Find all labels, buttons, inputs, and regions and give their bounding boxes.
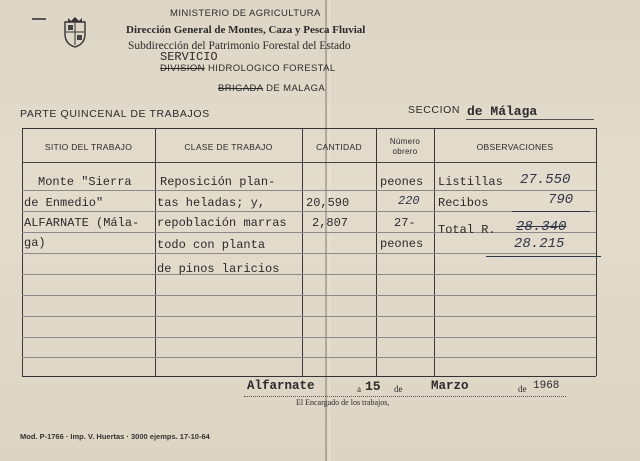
- work-line: todo con planta: [157, 238, 266, 252]
- date-underline: [244, 395, 566, 397]
- quantity-value: 20,590: [306, 196, 350, 210]
- workers-line: 27-: [394, 216, 416, 230]
- row-rule: [22, 211, 596, 212]
- brigade-struck: BRIGADA: [218, 83, 264, 94]
- print-reference: Mod. P-1766 · Imp. V. Huertas · 3000 ejemps. 17-10-64: [20, 432, 210, 441]
- division-rest: HIDROLOGICO FORESTAL: [207, 63, 336, 74]
- row-rule: [22, 274, 596, 275]
- tab-mark: [32, 18, 46, 20]
- col-divider-1: [155, 128, 156, 376]
- row-rule: [22, 357, 596, 358]
- footer-a: a: [357, 384, 361, 394]
- directorate-title: Dirección General de Montes, Caza y Pesca Fluvial: [126, 24, 366, 36]
- col-header-site: SITIO DEL TRABAJO: [44, 142, 133, 152]
- footer-de1: de: [394, 384, 403, 394]
- total-value: 28.215: [514, 236, 565, 252]
- recibos-value: 790: [548, 192, 574, 208]
- footer-place: Alfarnate: [247, 379, 315, 393]
- work-line: tas heladas; y,: [157, 196, 266, 210]
- division-struck: DIVISION: [160, 63, 205, 74]
- service-typed: SERVICIO: [160, 50, 218, 64]
- col-divider-4: [434, 128, 435, 376]
- table-header-border: [22, 162, 596, 163]
- footer-day: 15: [365, 379, 381, 394]
- ministry-title: MINISTERIO DE AGRICULTURA: [170, 8, 321, 19]
- work-line: repoblación marras: [157, 216, 287, 230]
- footer-year: 1968: [533, 380, 560, 392]
- subdirectorate-title: Subdirección del Patrimonio Forestal del Estado: [128, 40, 351, 52]
- signature-caption: El Encargado de los trabajos,: [296, 398, 390, 407]
- work-line: de pinos laricios: [157, 262, 280, 276]
- col-divider-0: [22, 128, 23, 376]
- site-line: ALFARNATE (Mála-: [24, 216, 140, 230]
- col-divider-3: [376, 128, 377, 376]
- recibos-label: Recibos: [438, 196, 489, 210]
- footer-de2: de: [518, 384, 527, 394]
- col-header-workers: Número obrero: [389, 137, 421, 156]
- total-label: Total R.: [438, 223, 496, 237]
- col-divider-5: [596, 128, 597, 376]
- site-line: Monte "Sierra: [38, 175, 132, 189]
- section-value: de Málaga: [467, 104, 538, 119]
- listillas-label: Listillas: [438, 175, 503, 189]
- row-rule: [22, 337, 596, 338]
- row-rule: [22, 232, 596, 233]
- form-title: PARTE QUINCENAL DE TRABAJOS: [20, 108, 210, 120]
- workers-line: peones: [380, 237, 424, 251]
- table-top-border: [22, 128, 596, 129]
- sum-line: [512, 211, 590, 212]
- quantity-value: 2,807: [312, 216, 349, 230]
- col-header-work: CLASE DE TRABAJO: [184, 142, 273, 152]
- listillas-value: 27.550: [520, 172, 571, 188]
- site-line: de Enmedio": [24, 196, 104, 210]
- row-rule: [22, 316, 596, 317]
- total-struck-value: 28.340: [516, 219, 567, 235]
- col-divider-2: [302, 128, 303, 376]
- total-underline: [486, 256, 601, 257]
- division-line: [160, 63, 336, 74]
- brigade-rest: DE MALAGA: [266, 83, 326, 94]
- workers-line: 220: [398, 194, 420, 208]
- footer-month: Marzo: [431, 379, 469, 393]
- brigade-line: [218, 83, 325, 94]
- workers-line: peones: [380, 175, 424, 189]
- work-line: Reposición plan-: [160, 175, 276, 189]
- row-rule: [22, 295, 596, 296]
- site-line: ga): [24, 236, 46, 250]
- col-header-quantity: CANTIDAD: [316, 142, 362, 152]
- coat-of-arms-icon: [62, 16, 88, 48]
- table-bottom-border: [22, 376, 596, 377]
- section-label: SECCION: [408, 104, 461, 116]
- row-rule: [22, 253, 596, 254]
- section-underline: [466, 119, 594, 120]
- col-header-observations: OBSERVACIONES: [476, 142, 554, 152]
- row-rule: [22, 190, 596, 191]
